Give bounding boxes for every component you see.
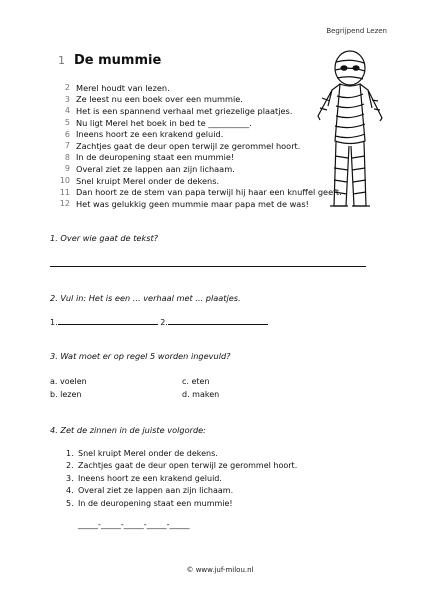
list-item <box>66 497 297 510</box>
line-text: Nu ligt Merel het boek in bed te __________. <box>76 117 252 128</box>
line-number: 3 <box>64 94 70 104</box>
line-number: 5 <box>64 118 70 128</box>
option-a[interactable]: a. voelen <box>50 377 87 386</box>
line-text: In de deuropening staat een mummie! <box>76 152 235 163</box>
answer-blanks-2 <box>50 316 268 327</box>
line-number: 11 <box>59 187 70 197</box>
line-text: Ineens hoort ze een krakend geluid. <box>76 129 224 140</box>
list-item <box>66 485 297 498</box>
option-c[interactable]: c. eten <box>182 377 210 386</box>
line-text: Zachtjes gaat de deur open terwijl ze gerommel hoort. <box>76 140 301 151</box>
item-text: Overal ziet ze lappen aan zijn lichaam. <box>78 486 234 496</box>
item-text: Zachtjes gaat de deur open terwijl ze gerommel hoort. <box>78 461 298 471</box>
list-item <box>66 447 297 460</box>
item-text: In de deuropening staat een mummie! <box>78 498 233 508</box>
question-4: 4. Zet de zinnen in de juiste volgorde: <box>50 425 206 435</box>
item-number: 4. <box>66 486 74 496</box>
line-number: 10 <box>59 176 70 186</box>
option-d[interactable]: d. maken <box>182 390 220 399</box>
line-number: 12 <box>59 199 70 209</box>
line-text: Het was gelukkig geen mummie maar papa met de was! <box>76 198 309 209</box>
line-text: Dan hoort ze de stem van papa terwijl hij haar een knuffel geeft. <box>76 187 342 198</box>
question-1: 1. Over wie gaat de tekst? <box>50 233 159 243</box>
item-number: 5. <box>66 498 74 508</box>
item-text: Snel kruipt Merel onder de dekens. <box>78 448 218 458</box>
line-number: 4 <box>64 106 70 116</box>
answer-blank-1[interactable] <box>58 316 158 325</box>
list-item <box>66 460 297 473</box>
item-text: Ineens hoort ze een krakend geluid. <box>78 473 222 483</box>
line-number: 6 <box>64 129 70 139</box>
line-text: Het is een spannend verhaal met griezelige plaatjes. <box>76 105 293 116</box>
blank-2-label: 2. <box>160 318 168 327</box>
item-number: 1. <box>66 448 74 458</box>
order-list <box>66 447 297 510</box>
list-item <box>66 472 297 485</box>
line-text: Snel kruipt Merel onder de dekens. <box>76 175 220 186</box>
question-3: 3. Wat moet er op regel 5 worden ingevuld? <box>50 351 231 361</box>
line-text: Ze leest nu een boek over een mummie. <box>76 94 243 105</box>
footer-copyright: © www.juf-milou.nl <box>186 566 254 574</box>
page-title: De mummie <box>74 53 162 68</box>
option-b[interactable]: b. lezen <box>50 390 82 399</box>
page-header-label: Begrijpend Lezen <box>326 27 387 35</box>
sequence-answer-blanks[interactable]: _____-_____-_____-_____-_____ <box>78 520 190 529</box>
mummy-illustration <box>310 46 390 216</box>
item-number: 2. <box>66 461 74 471</box>
line-number: 7 <box>64 141 70 151</box>
title-line-number: 1 <box>58 54 65 67</box>
question-2: 2. Vul in: Het is een ... verhaal met ... plaatjes. <box>50 293 241 303</box>
title-row <box>58 53 161 68</box>
line-number: 8 <box>64 152 70 162</box>
line-text: Overal ziet ze lappen aan zijn lichaam. <box>76 163 235 174</box>
blank-1-label: 1. <box>50 318 58 327</box>
line-number: 9 <box>64 164 70 174</box>
answer-blank-2[interactable] <box>168 316 268 325</box>
answer-line-1[interactable] <box>50 266 366 267</box>
item-number: 3. <box>66 473 74 483</box>
line-text: Merel houdt van lezen. <box>76 82 170 93</box>
line-number: 2 <box>64 83 70 93</box>
